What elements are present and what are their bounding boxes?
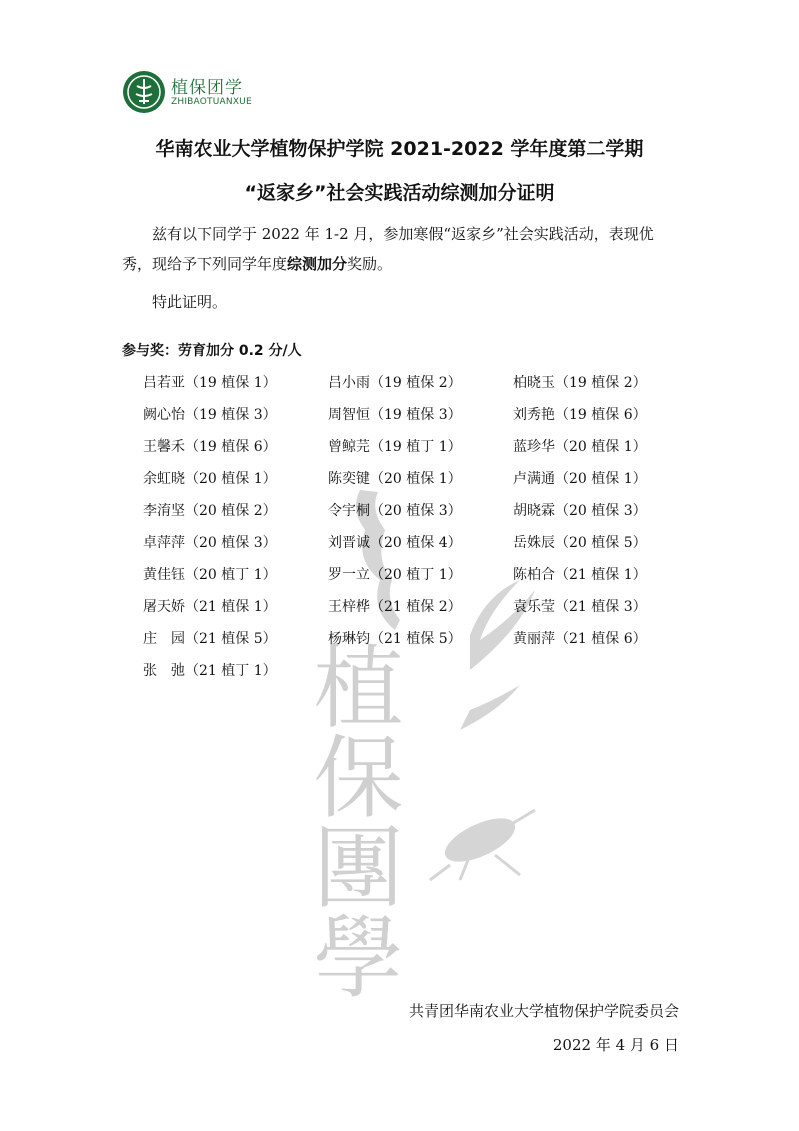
watermark-text: 植保團學	[297, 640, 403, 1000]
student-entry: 李淯坚（20 植保 2）	[143, 503, 277, 519]
body-paragraph	[122, 219, 682, 279]
body-text-bold: 综测加分	[287, 255, 348, 273]
student-entry: 陈奕键（20 植保 1）	[328, 471, 462, 487]
student-entry: 袁乐莹（21 植保 3）	[513, 599, 647, 615]
student-entry: 吕若亚（19 植保 1）	[143, 375, 277, 391]
document-title-line2: “返家乡”社会实践活动综测加分证明	[244, 182, 555, 204]
logo-name-en: ZHIBAOTUANXUE	[171, 97, 252, 107]
logo	[122, 70, 282, 120]
student-entry: 庄 园（21 植保 5）	[143, 631, 277, 647]
student-entry: 阙心怡（19 植保 3）	[143, 407, 277, 423]
student-entry: 曾鲸芫（19 植丁 1）	[328, 439, 462, 455]
student-entry: 罗一立（20 植丁 1）	[328, 567, 462, 583]
student-entry: 杨琳钧（21 植保 5）	[328, 631, 462, 647]
student-entry: 周智恒（19 植保 3）	[328, 407, 462, 423]
student-list	[143, 370, 683, 690]
logo-name-cn: 植保团学	[171, 78, 243, 98]
student-entry: 张 弛（21 植丁 1）	[143, 663, 277, 679]
student-entry: 黄丽萍（21 植保 6）	[513, 631, 647, 647]
student-entry: 蓝珍华（20 植保 1）	[513, 439, 647, 455]
student-entry: 卢满通（20 植保 1）	[513, 471, 647, 487]
body-text-before: 兹有以下同学于 2022 年 1-2 月，参加寒假“返家乡”社会实践活动，表现优秀，现给予下列同学年度	[122, 225, 654, 273]
student-entry: 王梓桦（21 植保 2）	[328, 599, 462, 615]
issuing-committee: 共青团华南农业大学植物保护学院委员会	[408, 1002, 679, 1020]
student-entry: 柏晓玉（19 植保 2）	[513, 375, 647, 391]
document-title-line1: 华南农业大学植物保护学院 2021-2022 学年度第二学期	[155, 138, 644, 160]
student-entry: 刘秀艳（19 植保 6）	[513, 407, 647, 423]
award-label: 参与奖：劳育加分 0.2 分/人	[122, 343, 302, 359]
student-entry: 岳姝辰（20 植保 5）	[513, 535, 647, 551]
certification-statement: 特此证明。	[152, 293, 228, 311]
issue-date: 2022 年 4 月 6 日	[552, 1036, 679, 1054]
student-entry: 刘晋诚（20 植保 4）	[328, 535, 462, 551]
student-entry: 余虹晓（20 植保 1）	[143, 471, 277, 487]
student-entry: 吕小雨（19 植保 2）	[328, 375, 462, 391]
student-entry: 屠天娇（21 植保 1）	[143, 599, 277, 615]
body-text-after: 奖励。	[347, 255, 393, 273]
student-entry: 黄佳钰（20 植丁 1）	[143, 567, 277, 583]
student-entry: 王馨禾（19 植保 6）	[143, 439, 277, 455]
student-entry: 陈柏合（21 植保 1）	[513, 567, 647, 583]
student-entry: 卓萍萍（20 植保 3）	[143, 535, 277, 551]
student-entry: 令宇桐（20 植保 3）	[328, 503, 462, 519]
logo-emblem-icon	[122, 70, 166, 114]
student-entry: 胡晓霖（20 植保 3）	[513, 503, 647, 519]
